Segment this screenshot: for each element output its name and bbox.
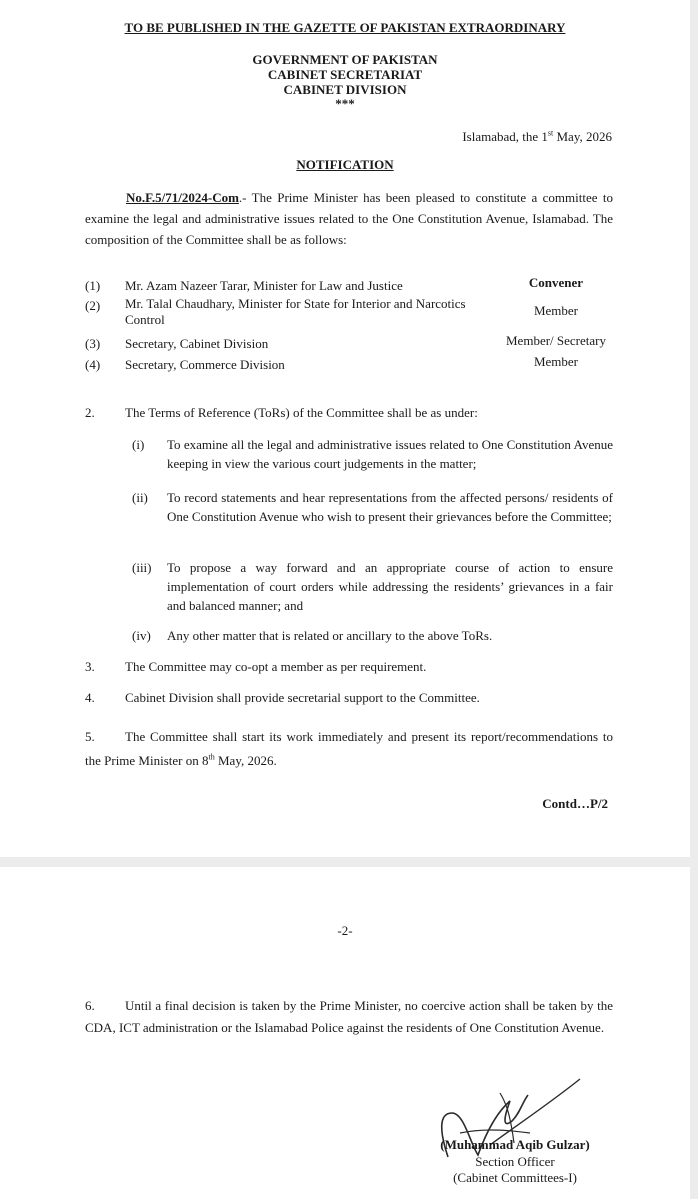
member-number: (1) [85,278,101,293]
division-heading: CABINET DIVISION [283,82,407,97]
member-role: Member/ Secretary [506,333,606,348]
paragraph-2-text: The Terms of Reference (ToRs) of the Committee shall be as under: [125,405,478,420]
continued-note: Contd…P/2 [542,796,608,811]
tor-number: (i) [132,437,145,452]
paragraph-number: 5. [85,729,95,744]
notification-title: NOTIFICATION [296,157,394,172]
tor-number: (iv) [132,628,151,643]
member-role: Member [533,354,579,369]
paragraph-5: 5. The Committee shall start its work immediately and present its report/recommendations to the Prime Minister on 8th May, 2026. [85,725,613,773]
paragraph-3-text: The Committee may co-opt a member as per requirement. [125,659,427,674]
intro-paragraph: No.F.5/71/2024-Com.- The Prime Minister has been pleased to constitute a committee to examine the legal and administrative issues related to the One Constitution Avenue, Islamabad. The composition of the Committee shall be as follows: [85,190,613,247]
signatory-unit: (Cabinet Committees-I) [453,1170,577,1185]
signature-block [430,1135,600,1186]
page-separator [0,857,698,867]
member-number: (3) [85,336,101,351]
secretariat-heading: CABINET SECRETARIAT [267,67,423,82]
signatory-title: Section Officer [475,1154,555,1169]
reference-number: No.F.5/71/2024-Com [126,190,239,205]
signatory-name: (Muhammad Aqib Gulzar) [440,1137,590,1152]
paragraph-6: 6. Until a final decision is taken by the Prime Minister, no coercive action shall be taken by the CDA, ICT administration or the Islamabad Police against the residents of One Constitution Avenue. [85,995,613,1039]
issue-date: Islamabad, the 1st May, 2026 [462,128,612,144]
tor-text: To record statements and hear representations from the affected persons/ residents of One Constitution Avenue who wish to present their grievances before the Committee; [167,490,613,524]
paragraph-number: 6. [85,998,95,1013]
member-role: Member [533,303,579,318]
paragraph-number: 4. [85,690,95,705]
gazette-heading: TO BE PUBLISHED IN THE GAZETTE OF PAKISTAN EXTRAORDINARY [124,20,566,35]
document-page-2 [0,867,690,1199]
tor-number: (iii) [132,560,152,575]
member-name: Mr. Azam Nazeer Tarar, Minister for Law and Justice [125,278,403,293]
member-number: (2) [85,298,101,313]
tor-text: To examine all the legal and administrative issues related to One Constitution Avenue keeping in view the various court judgements in the matter; [167,437,613,471]
member-name: Secretary, Cabinet Division [125,336,269,351]
tor-number: (ii) [132,490,148,505]
paragraph-number: 3. [85,659,95,674]
tor-text: To propose a way forward and an appropriate course of action to ensure implementation of court orders while addressing the residents’ grievances in a fair and balanced manner; and [167,560,613,613]
page-number: -2- [337,923,353,938]
member-number: (4) [85,357,101,372]
paragraph-4-text: Cabinet Division shall provide secretarial support to the Committee. [125,690,480,705]
tor-text: Any other matter that is related or ancillary to the above ToRs. [167,628,493,643]
header-stars: *** [335,96,355,111]
government-heading: GOVERNMENT OF PAKISTAN [252,52,438,67]
member-role: Convener [528,275,584,290]
member-name: Mr. Talal Chaudhary, Minister for State for Interior and Narcotics Control [125,296,466,327]
member-name: Secretary, Commerce Division [125,357,285,372]
paragraph-number: 2. [85,405,95,420]
